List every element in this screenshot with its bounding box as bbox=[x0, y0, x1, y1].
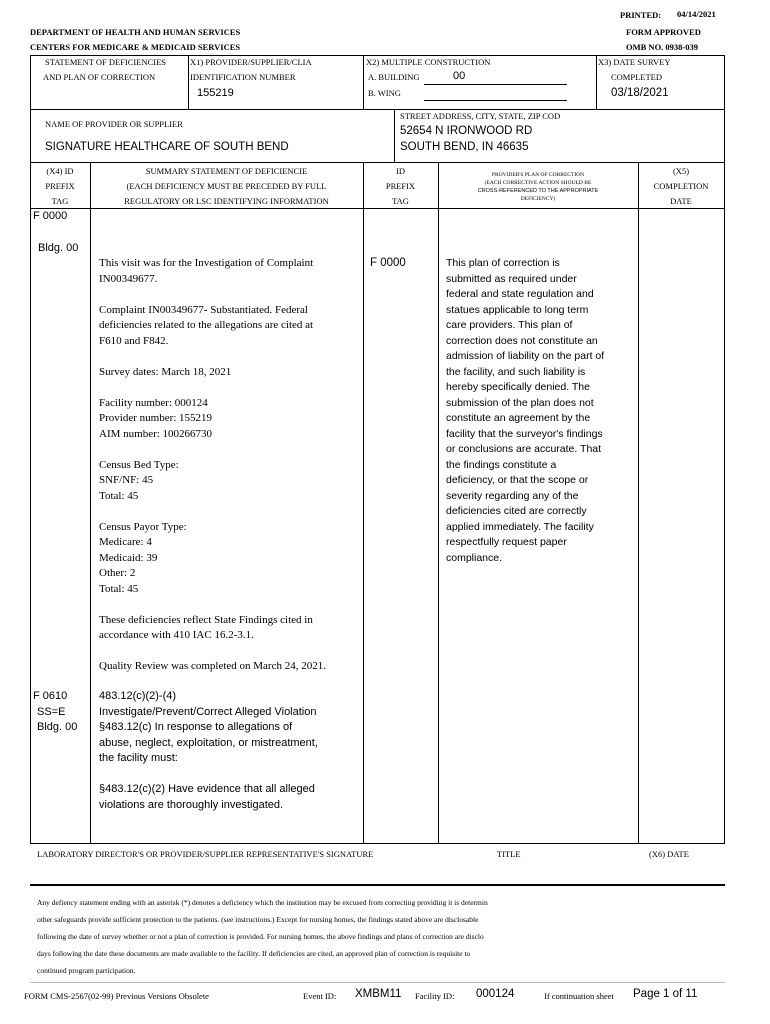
x6-date-label: (X6) DATE bbox=[649, 849, 689, 859]
summary-block-1 bbox=[99, 257, 326, 676]
omb-number: OMB NO. 0938-039 bbox=[626, 42, 699, 52]
provider-name-label: NAME OF PROVIDER OR SUPPLIER bbox=[45, 119, 183, 129]
plan-header-2: (EACH CORRECTIVE ACTION SHOULD BE bbox=[484, 180, 592, 186]
tag-f0610 bbox=[33, 690, 77, 737]
summary-line: F610 and F842. bbox=[99, 334, 169, 347]
summary-line: Facility number: 000124 bbox=[99, 396, 208, 409]
summary-line: SNF/NF: 45 bbox=[99, 474, 154, 486]
summary-line bbox=[99, 505, 326, 521]
summary-line bbox=[99, 288, 326, 304]
agency-line2: CENTERS FOR MEDICARE & MEDICAID SERVICES bbox=[30, 42, 241, 52]
summary-line: Other: 2 bbox=[99, 567, 136, 579]
plan-line: facility that the surveyor's findings bbox=[446, 427, 603, 440]
id-label: ID bbox=[396, 166, 405, 176]
plan-line: deficiency, or that the scope or bbox=[446, 474, 589, 486]
x1-label-1: X1) PROVIDER/SUPPLIER/CLIA bbox=[190, 57, 312, 67]
plan-of-correction bbox=[446, 257, 604, 567]
summary-block-2 bbox=[99, 690, 318, 814]
agency-line1: DEPARTMENT OF HEALTH AND HUMAN SERVICES bbox=[30, 27, 241, 37]
summary-line: Complaint IN00349677- Substantiated. Federal bbox=[99, 303, 308, 316]
bldg-label: Bldg. 00 bbox=[38, 242, 79, 254]
plan-line: care providers. This plan of bbox=[446, 319, 573, 331]
tag-line: Bldg. 00 bbox=[37, 721, 78, 733]
wing-label: B. WING bbox=[368, 88, 401, 98]
plan-line: severity regarding any of the bbox=[446, 489, 579, 502]
x3-label-2: COMPLETED bbox=[611, 72, 662, 82]
facility-id-label: Facility ID: bbox=[415, 991, 455, 1001]
summary-line: Survey dates: March 18, 2021 bbox=[99, 365, 232, 378]
summary-line: Provider number: 155219 bbox=[99, 412, 213, 424]
disclaimer-line: days following the date these documents are made available to the facility. If deficiencies are cited, an approved plan of correction is requisite to bbox=[37, 949, 471, 958]
summary-header-2: (EACH DEFICIENCY MUST BE PRECEDED BY FULL bbox=[126, 181, 327, 191]
building-value: 00 bbox=[453, 70, 466, 82]
plan-line: hereby specifically denied. The bbox=[446, 381, 590, 393]
summary-line bbox=[99, 381, 326, 397]
printed-date: 04/14/2021 bbox=[677, 9, 716, 19]
x1-label-2: IDENTIFICATION NUMBER bbox=[190, 72, 296, 82]
survey-date-value: 03/18/2021 bbox=[611, 87, 669, 99]
summary-line: Investigate/Prevent/Correct Alleged Violation bbox=[99, 705, 317, 718]
summary-line: 483.12(c)(2)-(4) bbox=[99, 690, 177, 702]
summary-line bbox=[99, 645, 326, 661]
plan-line: the findings constitute a bbox=[446, 458, 557, 471]
summary-line: Census Payor Type: bbox=[99, 520, 187, 533]
summary-line: These deficiencies reflect State Findings cited in bbox=[99, 613, 313, 626]
summary-header-3: REGULATORY OR LSC IDENTIFYING INFORMATION bbox=[124, 196, 329, 206]
statement-label-2: AND PLAN OF CORRECTION bbox=[43, 72, 156, 82]
summary-line: IN00349677. bbox=[99, 272, 158, 285]
summary-line: Medicaid: 39 bbox=[99, 551, 158, 564]
tag-line: SS=E bbox=[37, 705, 66, 718]
facility-id-value: 000124 bbox=[476, 988, 515, 1000]
plan-line: applied immediately. The facility bbox=[446, 520, 594, 533]
printed-label: PRINTED: bbox=[620, 10, 662, 20]
x5-completion-label: COMPLETION bbox=[653, 181, 709, 191]
statement-label-1: STATEMENT OF DEFICIENCIES bbox=[45, 57, 167, 67]
street-address-line1: 52654 N IRONWOOD RD bbox=[400, 125, 533, 137]
x2-label: X2) MULTIPLE CONSTRUCTION bbox=[366, 57, 491, 67]
summary-line: Medicare: 4 bbox=[99, 536, 152, 548]
disclaimer-line: following the date of survey whether or not a plan of correction is provided. For nursing homes, the above findings and plans of correction are disclo bbox=[37, 932, 484, 941]
plan-line: deficiencies cited are correctly bbox=[446, 505, 587, 517]
street-address-label: STREET ADDRESS, CITY, STATE, ZIP COD bbox=[400, 111, 561, 121]
provider-id-value: 155219 bbox=[197, 87, 234, 99]
disclaimer-line: continued program participation. bbox=[37, 966, 136, 975]
summary-line: the facility must: bbox=[99, 752, 178, 764]
disclaimer-text bbox=[37, 894, 488, 979]
x5-label: (X5) bbox=[672, 166, 690, 176]
tag-line: F 0610 bbox=[33, 690, 68, 702]
plan-line: statues applicable to long term bbox=[446, 303, 589, 316]
x4-id-label: (X4) ID bbox=[46, 166, 74, 176]
plan-header-3: CROSS-REFERENCED TO THE APPROPRIATE bbox=[477, 188, 599, 194]
id-tag-f0000: F 0000 bbox=[370, 257, 406, 269]
title-label: TITLE bbox=[497, 849, 521, 859]
x3-label-1: X3) DATE SURVEY bbox=[598, 57, 671, 67]
summary-line: deficiencies related to the allegations are cited at bbox=[99, 319, 314, 331]
plan-line: admission of liability on the part of bbox=[446, 350, 605, 362]
plan-line: This plan of correction is bbox=[446, 257, 560, 269]
event-id-label: Event ID: bbox=[303, 991, 337, 1001]
summary-line: Total: 45 bbox=[99, 489, 139, 502]
page-number: Page 1 of 11 bbox=[633, 988, 698, 1000]
summary-line bbox=[99, 768, 318, 784]
summary-line: §483.12(c)(2) Have evidence that all alleged bbox=[99, 783, 315, 795]
plan-header-1: PROVIDER'S PLAN OF CORRECTION bbox=[491, 172, 585, 178]
disclaimer-line: Any defiency statement ending with an asterisk (*) denotes a deficiency which the institution may be excused from correcting providing it is determin bbox=[37, 898, 488, 907]
summary-line: Quality Review was completed on March 24, 2021. bbox=[99, 660, 326, 672]
id-tag-label: TAG bbox=[392, 196, 409, 206]
summary-header-1: SUMMARY STATEMENT OF DEFICIENCIE bbox=[145, 166, 308, 176]
plan-line: federal and state regulation and bbox=[446, 288, 594, 300]
id-prefix-label: PREFIX bbox=[385, 181, 416, 191]
event-id-value: XMBM11 bbox=[355, 988, 402, 1000]
x4-prefix-label: PREFIX bbox=[45, 181, 75, 191]
disclaimer-line: other safeguards provide sufficient protection to the patients. (see instructions.) Except for nursing homes, the findings stated above are disclosable bbox=[37, 915, 479, 924]
summary-line: violations are thoroughly investigated. bbox=[99, 798, 284, 811]
building-label: A. BUILDING bbox=[368, 72, 420, 82]
summary-line: This visit was for the Investigation of Complaint bbox=[99, 257, 314, 269]
tag-f0000: F 0000 bbox=[33, 210, 68, 222]
form-number: FORM CMS-2567(02-99) Previous Versions Obsolete bbox=[24, 991, 209, 1001]
plan-line: correction does not constitute an bbox=[446, 334, 598, 347]
summary-line bbox=[99, 598, 326, 614]
plan-line: respectfully request paper bbox=[446, 536, 567, 548]
x5-date-label: DATE bbox=[670, 196, 692, 206]
summary-line bbox=[99, 350, 326, 366]
street-address-line2: SOUTH BEND, IN 46635 bbox=[400, 141, 529, 153]
signature-label: LABORATORY DIRECTOR'S OR PROVIDER/SUPPLIER REPRESENTATIVE'S SIGNATURE bbox=[37, 849, 374, 859]
plan-line: constitute an agreement by the bbox=[446, 412, 591, 424]
summary-line: Total: 45 bbox=[99, 582, 139, 595]
plan-line: submission of the plan does not bbox=[446, 396, 594, 409]
form-approved: FORM APPROVED bbox=[626, 27, 701, 37]
provider-name-value: SIGNATURE HEALTHCARE OF SOUTH BEND bbox=[45, 141, 289, 153]
plan-line: submitted as required under bbox=[446, 272, 577, 285]
summary-line: accordance with 410 IAC 16.2-3.1. bbox=[99, 629, 254, 641]
continuation-label: If continuation sheet bbox=[544, 991, 614, 1001]
summary-line: AIM number: 100266730 bbox=[99, 427, 213, 440]
summary-line bbox=[99, 443, 326, 459]
summary-line: Census Bed Type: bbox=[99, 458, 179, 471]
summary-line: §483.12(c) In response to allegations of bbox=[99, 721, 293, 733]
x4-tag-label: TAG bbox=[51, 196, 69, 206]
plan-line: or conclusions are accurate. That bbox=[446, 443, 602, 455]
plan-line: the facility, and such liability is bbox=[446, 365, 586, 378]
plan-line: compliance. bbox=[446, 551, 503, 564]
plan-header-4: DEFICIENCY) bbox=[520, 196, 556, 202]
summary-line: abuse, neglect, exploitation, or mistreatment, bbox=[99, 736, 318, 749]
